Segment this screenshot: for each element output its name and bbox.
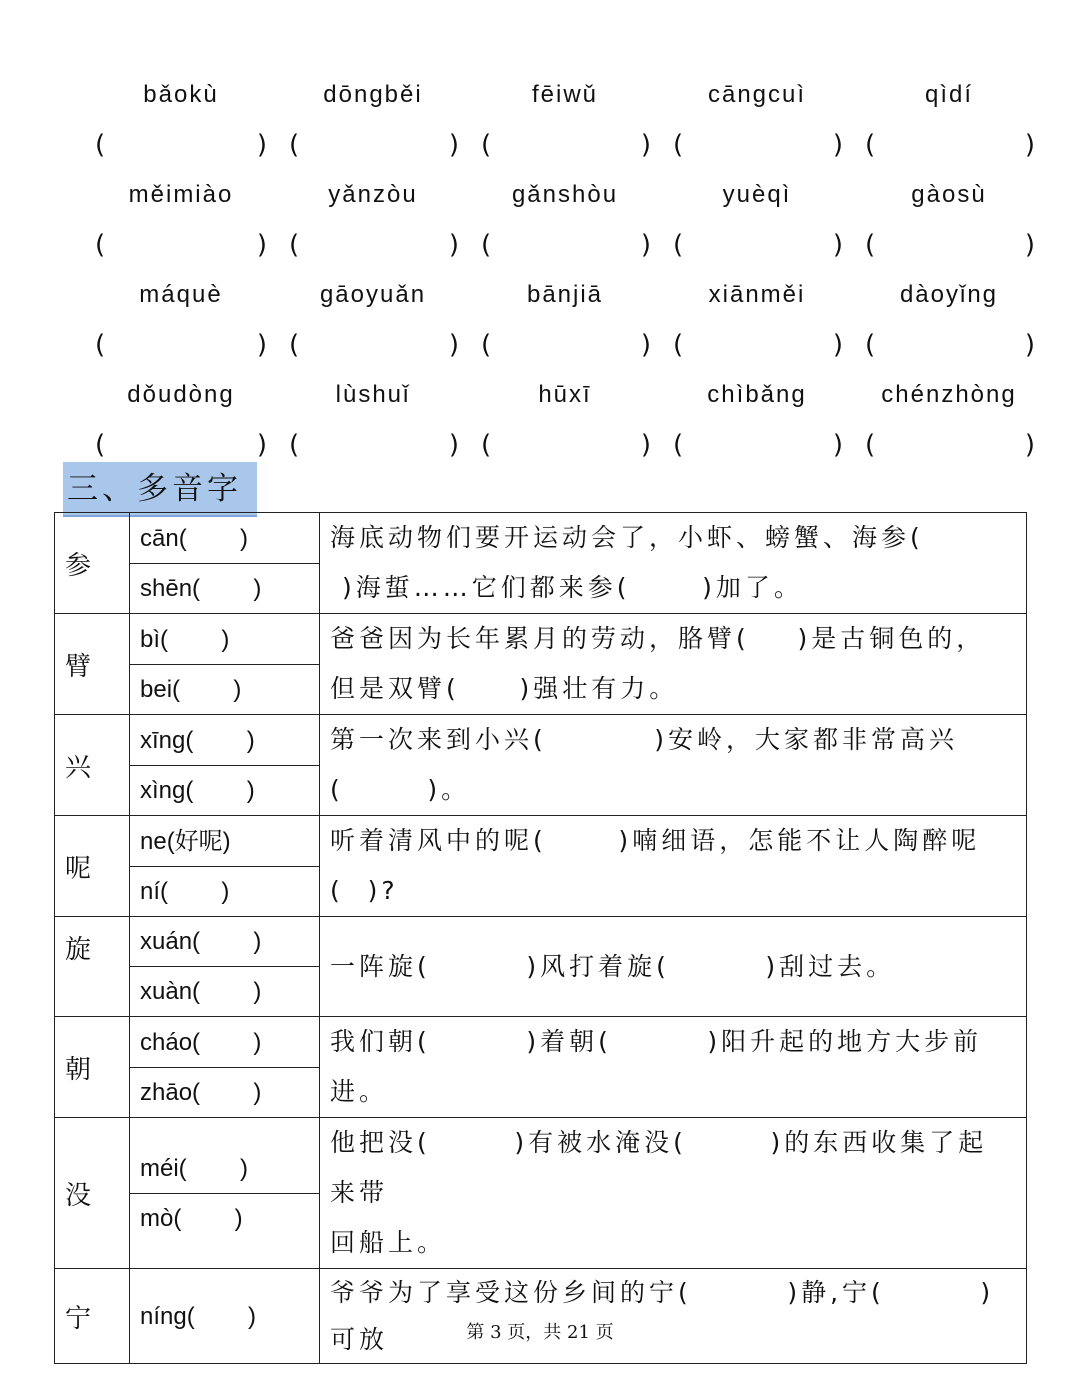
polyphone-char: 宁 (55, 1269, 130, 1364)
close-bracket: ) (256, 230, 267, 260)
answer-blank[interactable] (85, 230, 277, 260)
close-bracket: ) (1024, 130, 1035, 160)
pinyin-row (85, 170, 1045, 220)
open-bracket: ( (480, 230, 492, 260)
close-bracket: ) (832, 130, 843, 160)
polyphone-table (54, 512, 1027, 1364)
answer-blank[interactable] (469, 330, 661, 360)
polyphone-row (55, 715, 1027, 816)
answer-blank[interactable] (853, 130, 1045, 160)
open-bracket: ( (672, 130, 684, 160)
pinyin-word: yuèqì (722, 181, 792, 208)
answer-blank[interactable] (85, 130, 277, 160)
pinyin-word: gāoyuǎn (319, 281, 427, 308)
readings-cell (130, 917, 320, 1017)
pinyin-word: dǒudòng (127, 381, 235, 408)
answer-blank[interactable] (661, 130, 853, 160)
page-footer: 第 3 页，共 21 页 (466, 1322, 614, 1343)
close-bracket: ) (832, 430, 843, 460)
open-bracket: ( (288, 130, 300, 160)
pinyin-word: máquè (139, 281, 223, 308)
answer-blank[interactable] (277, 230, 469, 260)
polyphone-char: 臂 (55, 614, 130, 715)
close-bracket: ) (640, 130, 651, 160)
open-bracket: ( (864, 330, 876, 360)
open-bracket: ( (864, 130, 876, 160)
polyphone-row (55, 614, 1027, 715)
reading-blank[interactable]: ne(好呢) (130, 817, 319, 867)
pinyin-word: cāngcuì (707, 81, 807, 108)
readings-cell (130, 715, 320, 816)
answer-blank[interactable] (469, 130, 661, 160)
close-bracket: ) (1024, 230, 1035, 260)
readings-cell (130, 1118, 320, 1269)
open-bracket: ( (480, 130, 492, 160)
reading-blank[interactable]: ní( ) (140, 877, 230, 905)
polyphone-row (55, 513, 1027, 614)
polyphone-row (55, 816, 1027, 917)
polyphone-row (55, 1118, 1027, 1269)
pinyin-word: yǎnzòu (328, 181, 418, 208)
pinyin-grid (85, 70, 1045, 470)
reading-blank[interactable]: xìng( ) (140, 776, 255, 804)
answer-blank[interactable] (469, 230, 661, 260)
polyphone-char: 朝 (55, 1017, 130, 1118)
answer-blank[interactable] (85, 330, 277, 360)
pinyin-word: bǎokù (143, 81, 219, 108)
pinyin-word: gǎnshòu (511, 181, 619, 208)
open-bracket: ( (864, 230, 876, 260)
answer-blank[interactable] (277, 130, 469, 160)
polyphone-char: 参 (55, 513, 130, 614)
example-sentence[interactable]: 爸爸因为长年累月的劳动，胳臂( )是古铜色的， 但是双臂( )强壮有力。 (320, 614, 1027, 715)
answer-row (85, 220, 1045, 270)
pinyin-word: chénzhòng (881, 381, 1017, 408)
pinyin-word: lùshuǐ (335, 381, 411, 408)
pinyin-word: chìbǎng (707, 381, 807, 408)
close-bracket: ) (640, 330, 651, 360)
example-sentence[interactable]: 第一次来到小兴( )安岭，大家都非常高兴 ( )。 (320, 715, 1027, 816)
pinyin-word: fēiwǔ (531, 81, 599, 108)
reading-blank[interactable]: mò( ) (140, 1204, 243, 1232)
open-bracket: ( (95, 130, 106, 160)
open-bracket: ( (95, 230, 106, 260)
answer-blank[interactable] (277, 330, 469, 360)
open-bracket: ( (95, 330, 106, 360)
polyphone-char: 旋 (55, 917, 130, 1017)
reading-blank[interactable]: níng( ) (140, 1302, 257, 1330)
pinyin-word: dōngběi (323, 81, 423, 108)
readings-cell (130, 1017, 320, 1118)
pinyin-word: bānjiā (526, 281, 604, 308)
close-bracket: ) (832, 230, 843, 260)
close-bracket: ) (448, 230, 459, 260)
close-bracket: ) (448, 130, 459, 160)
readings-cell (130, 614, 320, 715)
polyphone-row (55, 1269, 1027, 1364)
polyphone-char: 呢 (55, 816, 130, 917)
answer-blank[interactable] (85, 430, 277, 460)
pinyin-word: qìdí (924, 81, 974, 108)
example-sentence[interactable]: 一阵旋( )风打着旋( )刮过去。 (320, 917, 1027, 1017)
answer-blank[interactable] (853, 330, 1045, 360)
example-sentence[interactable]: 海底动物们要开运动会了，小虾、螃蟹、海参( )海蜇……它们都来参( )加了。 (320, 513, 1027, 614)
pinyin-row (85, 270, 1045, 320)
close-bracket: ) (256, 130, 267, 160)
reading-blank[interactable]: cháo( ) (130, 1018, 319, 1068)
readings-cell (130, 1269, 320, 1364)
reading-blank[interactable]: bì( ) (130, 615, 319, 665)
close-bracket: ) (448, 330, 459, 360)
close-bracket: ) (832, 330, 843, 360)
reading-blank[interactable]: xuàn( ) (140, 978, 262, 1005)
pinyin-word: dàoyǐng (899, 281, 999, 308)
close-bracket: ) (1024, 330, 1035, 360)
open-bracket: ( (288, 430, 300, 460)
answer-blank[interactable] (853, 430, 1045, 460)
readings-cell (130, 816, 320, 917)
section-title: 三、多音字 (63, 462, 257, 517)
pinyin-row (85, 370, 1045, 420)
open-bracket: ( (672, 330, 684, 360)
open-bracket: ( (288, 330, 300, 360)
polyphone-char: 没 (55, 1118, 130, 1269)
answer-blank[interactable] (661, 230, 853, 260)
answer-blank[interactable] (661, 430, 853, 460)
close-bracket: ) (640, 430, 651, 460)
pinyin-word: měimiào (128, 181, 234, 208)
close-bracket: ) (256, 330, 267, 360)
polyphone-row (55, 1017, 1027, 1118)
open-bracket: ( (480, 430, 492, 460)
answer-blank[interactable] (661, 330, 853, 360)
answer-blank[interactable] (853, 230, 1045, 260)
close-bracket: ) (256, 430, 267, 460)
reading-blank[interactable]: bei( ) (140, 675, 242, 703)
open-bracket: ( (672, 430, 684, 460)
polyphone-char: 兴 (55, 715, 130, 816)
readings-cell (130, 513, 320, 614)
answer-row (85, 120, 1045, 170)
example-sentence[interactable]: 我们朝( )着朝( )阳升起的地方大步前进。 (320, 1017, 1027, 1118)
open-bracket: ( (95, 430, 106, 460)
answer-blank[interactable] (277, 430, 469, 460)
example-sentence[interactable]: 他把没( )有被水淹没( )的东西收集了起来带 回船上。 (320, 1118, 1027, 1269)
pinyin-word: hūxī (538, 381, 592, 408)
close-bracket: ) (448, 430, 459, 460)
open-bracket: ( (672, 230, 684, 260)
answer-row (85, 320, 1045, 370)
close-bracket: ) (640, 230, 651, 260)
answer-blank[interactable] (469, 430, 661, 460)
polyphone-row (55, 917, 1027, 1017)
example-sentence[interactable]: 听着清风中的呢( )喃细语，怎能不让人陶醉呢 ( )? (320, 816, 1027, 917)
open-bracket: ( (288, 230, 300, 260)
reading-blank[interactable]: xuán( ) (130, 917, 319, 967)
reading-blank[interactable]: zhāo( ) (140, 1078, 262, 1106)
reading-blank[interactable]: cān( ) (130, 514, 319, 564)
reading-blank[interactable]: xīng( ) (130, 716, 319, 766)
reading-blank[interactable]: shēn( ) (140, 574, 262, 602)
close-bracket: ) (1024, 430, 1035, 460)
reading-blank[interactable]: méi( ) (130, 1144, 319, 1194)
example-sentence[interactable]: 爷爷为了享受这份乡间的宁( )静,宁( )可放 (320, 1269, 1027, 1364)
pinyin-word: gàosù (911, 181, 987, 208)
open-bracket: ( (480, 330, 492, 360)
pinyin-row (85, 70, 1045, 120)
open-bracket: ( (864, 430, 876, 460)
pinyin-word: xiānměi (708, 281, 806, 308)
